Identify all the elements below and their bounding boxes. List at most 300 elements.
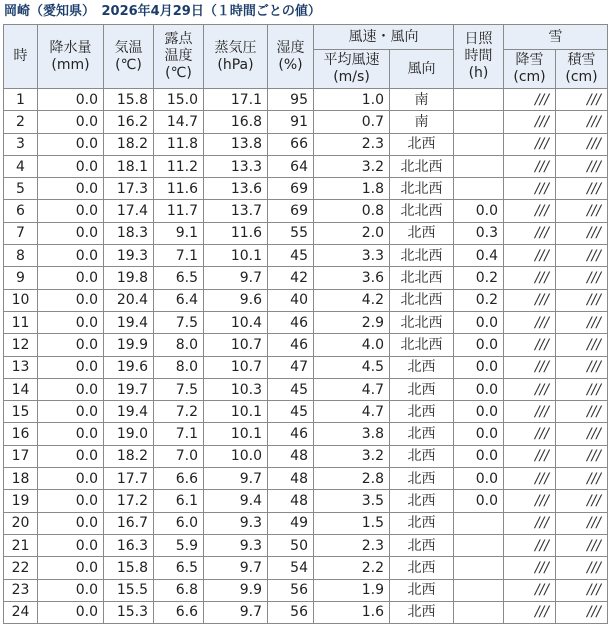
cell-dew: 6.8: [154, 579, 204, 601]
cell-dir: 北西: [390, 468, 454, 490]
table-row: [4, 423, 608, 445]
cell-wind: 3.2: [314, 445, 390, 467]
cell-snowdepth: ///: [556, 155, 608, 177]
cell-wind: 1.8: [314, 178, 390, 200]
cell-sun: 0.3: [454, 222, 504, 244]
cell-wind: 2.8: [314, 468, 390, 490]
table-row: [4, 311, 608, 333]
cell-snowfall: ///: [504, 579, 556, 601]
cell-humidity: 95: [268, 89, 314, 111]
cell-humidity: 69: [268, 200, 314, 222]
cell-temp: 17.7: [104, 468, 154, 490]
cell-vapor: 9.6: [204, 289, 268, 311]
cell-precip: 0.0: [38, 557, 104, 579]
cell-snowdepth: ///: [556, 245, 608, 267]
cell-vapor: 16.8: [204, 111, 268, 133]
cell-dew: 8.0: [154, 356, 204, 378]
cell-snowfall: ///: [504, 378, 556, 400]
cell-sun: 0.0: [454, 356, 504, 378]
cell-vapor: 11.6: [204, 222, 268, 244]
table-row: [4, 534, 608, 556]
cell-vapor: 10.1: [204, 423, 268, 445]
cell-sun: 0.0: [454, 445, 504, 467]
table-row: [4, 445, 608, 467]
cell-snowdepth: ///: [556, 423, 608, 445]
cell-wind: 4.0: [314, 334, 390, 356]
cell-dir: 北北西: [390, 155, 454, 177]
header-vapor: 蒸気圧 (hPa): [204, 25, 268, 89]
cell-hour: 19: [4, 490, 38, 512]
cell-temp: 19.4: [104, 401, 154, 423]
cell-temp: 16.2: [104, 111, 154, 133]
cell-precip: 0.0: [38, 89, 104, 111]
cell-wind: 4.5: [314, 356, 390, 378]
cell-hour: 2: [4, 111, 38, 133]
cell-temp: 15.8: [104, 557, 154, 579]
table-row: [4, 89, 608, 111]
cell-hour: 5: [4, 178, 38, 200]
cell-vapor: 13.7: [204, 200, 268, 222]
cell-dew: 6.4: [154, 289, 204, 311]
cell-temp: 18.2: [104, 133, 154, 155]
cell-snowdepth: ///: [556, 445, 608, 467]
cell-dir: 北北西: [390, 311, 454, 333]
cell-dir: 北西: [390, 445, 454, 467]
cell-dir: 南: [390, 89, 454, 111]
cell-snowfall: ///: [504, 311, 556, 333]
cell-dew: 7.5: [154, 311, 204, 333]
header-snow-group: 雪: [504, 25, 608, 50]
cell-temp: 19.6: [104, 356, 154, 378]
cell-vapor: 10.0: [204, 445, 268, 467]
cell-dew: 7.0: [154, 445, 204, 467]
header-precip: 降水量 (mm): [38, 25, 104, 89]
cell-dir: 北北西: [390, 267, 454, 289]
header-dew: 露点 温度 (℃): [154, 25, 204, 89]
cell-dew: 11.8: [154, 133, 204, 155]
cell-humidity: 54: [268, 557, 314, 579]
table-row: [4, 267, 608, 289]
cell-sun: 0.0: [454, 378, 504, 400]
cell-vapor: 9.3: [204, 512, 268, 534]
cell-hour: 17: [4, 445, 38, 467]
cell-snowfall: ///: [504, 401, 556, 423]
cell-humidity: 40: [268, 289, 314, 311]
cell-temp: 17.3: [104, 178, 154, 200]
cell-snowdepth: ///: [556, 200, 608, 222]
table-row: [4, 468, 608, 490]
cell-precip: 0.0: [38, 155, 104, 177]
table-row: [4, 378, 608, 400]
cell-sun: 0.0: [454, 334, 504, 356]
cell-dir: 北西: [390, 534, 454, 556]
cell-humidity: 91: [268, 111, 314, 133]
cell-wind: 1.5: [314, 512, 390, 534]
header-snowfall: 降雪 (cm): [504, 50, 556, 89]
table-body: [4, 89, 608, 624]
cell-sun: [454, 512, 504, 534]
cell-temp: 18.3: [104, 222, 154, 244]
cell-precip: 0.0: [38, 445, 104, 467]
cell-vapor: 10.4: [204, 311, 268, 333]
cell-precip: 0.0: [38, 222, 104, 244]
cell-snowdepth: ///: [556, 311, 608, 333]
cell-humidity: 45: [268, 401, 314, 423]
cell-humidity: 69: [268, 178, 314, 200]
cell-humidity: 46: [268, 311, 314, 333]
header-wind-speed: 平均風速 (m/s): [314, 50, 390, 89]
cell-snowfall: ///: [504, 356, 556, 378]
cell-wind: 4.7: [314, 401, 390, 423]
cell-wind: 2.3: [314, 534, 390, 556]
table-row: [4, 245, 608, 267]
cell-wind: 2.3: [314, 133, 390, 155]
cell-snowdepth: ///: [556, 468, 608, 490]
cell-sun: [454, 133, 504, 155]
cell-dew: 7.1: [154, 245, 204, 267]
cell-dew: 5.9: [154, 534, 204, 556]
table-row: [4, 289, 608, 311]
cell-vapor: 9.4: [204, 490, 268, 512]
table-header: [4, 25, 608, 89]
cell-hour: 12: [4, 334, 38, 356]
cell-humidity: 46: [268, 334, 314, 356]
cell-dir: 北西: [390, 378, 454, 400]
cell-dir: 北西: [390, 512, 454, 534]
cell-precip: 0.0: [38, 111, 104, 133]
cell-temp: 19.9: [104, 334, 154, 356]
cell-hour: 14: [4, 378, 38, 400]
cell-snowdepth: ///: [556, 89, 608, 111]
table-row: [4, 222, 608, 244]
cell-precip: 0.0: [38, 267, 104, 289]
cell-dir: 北西: [390, 356, 454, 378]
cell-humidity: 47: [268, 356, 314, 378]
cell-vapor: 13.6: [204, 178, 268, 200]
cell-snowdepth: ///: [556, 490, 608, 512]
cell-wind: 2.2: [314, 557, 390, 579]
cell-precip: 0.0: [38, 579, 104, 601]
cell-humidity: 48: [268, 445, 314, 467]
cell-dir: 北西: [390, 222, 454, 244]
cell-snowdepth: ///: [556, 512, 608, 534]
header-wind-dir: 風向: [390, 50, 454, 89]
cell-snowfall: ///: [504, 512, 556, 534]
cell-hour: 20: [4, 512, 38, 534]
cell-dir: 北北西: [390, 334, 454, 356]
cell-dew: 6.0: [154, 512, 204, 534]
cell-snowfall: ///: [504, 245, 556, 267]
cell-humidity: 48: [268, 468, 314, 490]
cell-snowdepth: ///: [556, 579, 608, 601]
cell-precip: 0.0: [38, 534, 104, 556]
cell-sun: 0.0: [454, 311, 504, 333]
cell-temp: 15.5: [104, 579, 154, 601]
cell-vapor: 10.1: [204, 245, 268, 267]
cell-wind: 3.2: [314, 155, 390, 177]
cell-vapor: 9.3: [204, 534, 268, 556]
cell-dir: 北西: [390, 490, 454, 512]
cell-hour: 7: [4, 222, 38, 244]
cell-sun: 0.2: [454, 289, 504, 311]
cell-wind: 3.6: [314, 267, 390, 289]
header-temp: 気温 (℃): [104, 25, 154, 89]
cell-dew: 11.6: [154, 178, 204, 200]
cell-wind: 3.8: [314, 423, 390, 445]
table-row: [4, 334, 608, 356]
cell-hour: 11: [4, 311, 38, 333]
cell-wind: 0.7: [314, 111, 390, 133]
cell-wind: 2.0: [314, 222, 390, 244]
cell-dir: 北西: [390, 423, 454, 445]
cell-precip: 0.0: [38, 401, 104, 423]
cell-snowfall: ///: [504, 468, 556, 490]
cell-dew: 11.2: [154, 155, 204, 177]
cell-humidity: 49: [268, 512, 314, 534]
cell-dew: 6.5: [154, 267, 204, 289]
cell-hour: 6: [4, 200, 38, 222]
cell-hour: 4: [4, 155, 38, 177]
cell-dir: 北西: [390, 133, 454, 155]
cell-snowdepth: ///: [556, 222, 608, 244]
cell-precip: 0.0: [38, 468, 104, 490]
table-row: [4, 178, 608, 200]
cell-humidity: 55: [268, 222, 314, 244]
cell-hour: 13: [4, 356, 38, 378]
cell-sun: 0.0: [454, 490, 504, 512]
cell-snowfall: ///: [504, 289, 556, 311]
cell-snowfall: ///: [504, 445, 556, 467]
cell-dew: 8.0: [154, 334, 204, 356]
cell-vapor: 10.7: [204, 334, 268, 356]
table-row: [4, 579, 608, 601]
cell-dew: 15.0: [154, 89, 204, 111]
cell-snowfall: ///: [504, 155, 556, 177]
cell-dir: 北北西: [390, 289, 454, 311]
header-humidity: 湿度 (%): [268, 25, 314, 89]
cell-snowfall: ///: [504, 133, 556, 155]
cell-snowdepth: ///: [556, 334, 608, 356]
cell-wind: 2.9: [314, 311, 390, 333]
cell-dew: 7.1: [154, 423, 204, 445]
cell-snowfall: ///: [504, 178, 556, 200]
cell-snowfall: ///: [504, 534, 556, 556]
cell-precip: 0.0: [38, 601, 104, 623]
cell-vapor: 9.9: [204, 579, 268, 601]
table-row: [4, 356, 608, 378]
cell-precip: 0.0: [38, 356, 104, 378]
cell-dew: 6.6: [154, 468, 204, 490]
cell-snowfall: ///: [504, 267, 556, 289]
cell-wind: 3.3: [314, 245, 390, 267]
cell-wind: 0.8: [314, 200, 390, 222]
cell-snowdepth: ///: [556, 534, 608, 556]
hourly-weather-table: [3, 24, 608, 624]
cell-hour: 8: [4, 245, 38, 267]
cell-vapor: 9.7: [204, 601, 268, 623]
cell-humidity: 46: [268, 423, 314, 445]
cell-hour: 3: [4, 133, 38, 155]
cell-hour: 1: [4, 89, 38, 111]
cell-snowdepth: ///: [556, 401, 608, 423]
table-row: [4, 601, 608, 623]
cell-hour: 22: [4, 557, 38, 579]
cell-humidity: 45: [268, 245, 314, 267]
cell-vapor: 9.7: [204, 468, 268, 490]
cell-snowfall: ///: [504, 89, 556, 111]
cell-precip: 0.0: [38, 133, 104, 155]
cell-temp: 19.8: [104, 267, 154, 289]
table-row: [4, 512, 608, 534]
cell-hour: 16: [4, 423, 38, 445]
cell-snowdepth: ///: [556, 178, 608, 200]
page-title: 岡崎（愛知県） 2026年4月29日（１時間ごとの値）: [4, 4, 321, 19]
cell-vapor: 13.8: [204, 133, 268, 155]
cell-dir: 北西: [390, 557, 454, 579]
cell-vapor: 9.7: [204, 267, 268, 289]
cell-precip: 0.0: [38, 245, 104, 267]
header-wind-group: 風速・風向: [314, 25, 454, 50]
header-snowdepth: 積雪 (cm): [556, 50, 608, 89]
cell-vapor: 17.1: [204, 89, 268, 111]
cell-sun: 0.0: [454, 468, 504, 490]
table-row: [4, 133, 608, 155]
cell-humidity: 50: [268, 534, 314, 556]
cell-sun: [454, 601, 504, 623]
cell-temp: 18.2: [104, 445, 154, 467]
table-row: [4, 557, 608, 579]
cell-snowfall: ///: [504, 200, 556, 222]
cell-wind: 1.9: [314, 579, 390, 601]
cell-dir: 北北西: [390, 200, 454, 222]
cell-dew: 11.7: [154, 200, 204, 222]
cell-sun: 0.0: [454, 423, 504, 445]
header-sunshine: 日照 時間 (h): [454, 25, 504, 89]
cell-sun: [454, 89, 504, 111]
cell-snowfall: ///: [504, 557, 556, 579]
cell-vapor: 13.3: [204, 155, 268, 177]
cell-temp: 15.8: [104, 89, 154, 111]
cell-precip: 0.0: [38, 178, 104, 200]
cell-precip: 0.0: [38, 378, 104, 400]
table-row: [4, 111, 608, 133]
cell-wind: 1.0: [314, 89, 390, 111]
cell-snowdepth: ///: [556, 378, 608, 400]
cell-dew: 6.1: [154, 490, 204, 512]
cell-vapor: 9.7: [204, 557, 268, 579]
cell-snowdepth: ///: [556, 601, 608, 623]
cell-snowfall: ///: [504, 111, 556, 133]
cell-temp: 19.7: [104, 378, 154, 400]
cell-snowdepth: ///: [556, 133, 608, 155]
table-row: [4, 490, 608, 512]
cell-dir: 北西: [390, 401, 454, 423]
cell-wind: 1.6: [314, 601, 390, 623]
cell-sun: 0.0: [454, 401, 504, 423]
cell-precip: 0.0: [38, 200, 104, 222]
cell-sun: [454, 155, 504, 177]
cell-dir: 北西: [390, 601, 454, 623]
cell-snowdepth: ///: [556, 557, 608, 579]
cell-humidity: 42: [268, 267, 314, 289]
cell-hour: 21: [4, 534, 38, 556]
cell-temp: 15.3: [104, 601, 154, 623]
header-hour: 時: [4, 25, 38, 89]
cell-precip: 0.0: [38, 490, 104, 512]
cell-hour: 24: [4, 601, 38, 623]
cell-hour: 15: [4, 401, 38, 423]
cell-temp: 16.3: [104, 534, 154, 556]
cell-humidity: 66: [268, 133, 314, 155]
cell-snowfall: ///: [504, 601, 556, 623]
cell-vapor: 10.1: [204, 401, 268, 423]
cell-sun: 0.4: [454, 245, 504, 267]
cell-wind: 3.5: [314, 490, 390, 512]
cell-temp: 19.0: [104, 423, 154, 445]
cell-sun: [454, 111, 504, 133]
cell-vapor: 10.7: [204, 356, 268, 378]
cell-dir: 北西: [390, 579, 454, 601]
cell-dew: 6.5: [154, 557, 204, 579]
cell-snowfall: ///: [504, 423, 556, 445]
cell-vapor: 10.3: [204, 378, 268, 400]
cell-snowdepth: ///: [556, 289, 608, 311]
cell-temp: 16.7: [104, 512, 154, 534]
cell-humidity: 56: [268, 601, 314, 623]
cell-humidity: 56: [268, 579, 314, 601]
cell-temp: 18.1: [104, 155, 154, 177]
cell-dir: 南: [390, 111, 454, 133]
cell-temp: 17.2: [104, 490, 154, 512]
cell-dew: 7.5: [154, 378, 204, 400]
cell-hour: 18: [4, 468, 38, 490]
cell-hour: 10: [4, 289, 38, 311]
cell-sun: [454, 178, 504, 200]
cell-precip: 0.0: [38, 423, 104, 445]
table-row: [4, 155, 608, 177]
cell-temp: 20.4: [104, 289, 154, 311]
cell-dew: 7.2: [154, 401, 204, 423]
cell-sun: 0.0: [454, 200, 504, 222]
cell-sun: 0.2: [454, 267, 504, 289]
cell-precip: 0.0: [38, 311, 104, 333]
cell-dir: 北北西: [390, 245, 454, 267]
cell-humidity: 48: [268, 490, 314, 512]
table-row: [4, 200, 608, 222]
cell-snowfall: ///: [504, 490, 556, 512]
cell-wind: 4.2: [314, 289, 390, 311]
cell-temp: 19.4: [104, 311, 154, 333]
cell-sun: [454, 557, 504, 579]
cell-wind: 4.7: [314, 378, 390, 400]
cell-snowfall: ///: [504, 222, 556, 244]
cell-hour: 9: [4, 267, 38, 289]
cell-snowdepth: ///: [556, 267, 608, 289]
cell-humidity: 45: [268, 378, 314, 400]
cell-snowdepth: ///: [556, 111, 608, 133]
cell-precip: 0.0: [38, 289, 104, 311]
cell-dew: 14.7: [154, 111, 204, 133]
cell-precip: 0.0: [38, 512, 104, 534]
cell-humidity: 64: [268, 155, 314, 177]
cell-dew: 9.1: [154, 222, 204, 244]
table-row: [4, 401, 608, 423]
cell-temp: 17.4: [104, 200, 154, 222]
cell-dir: 北北西: [390, 178, 454, 200]
cell-snowdepth: ///: [556, 356, 608, 378]
cell-snowfall: ///: [504, 334, 556, 356]
cell-sun: [454, 534, 504, 556]
